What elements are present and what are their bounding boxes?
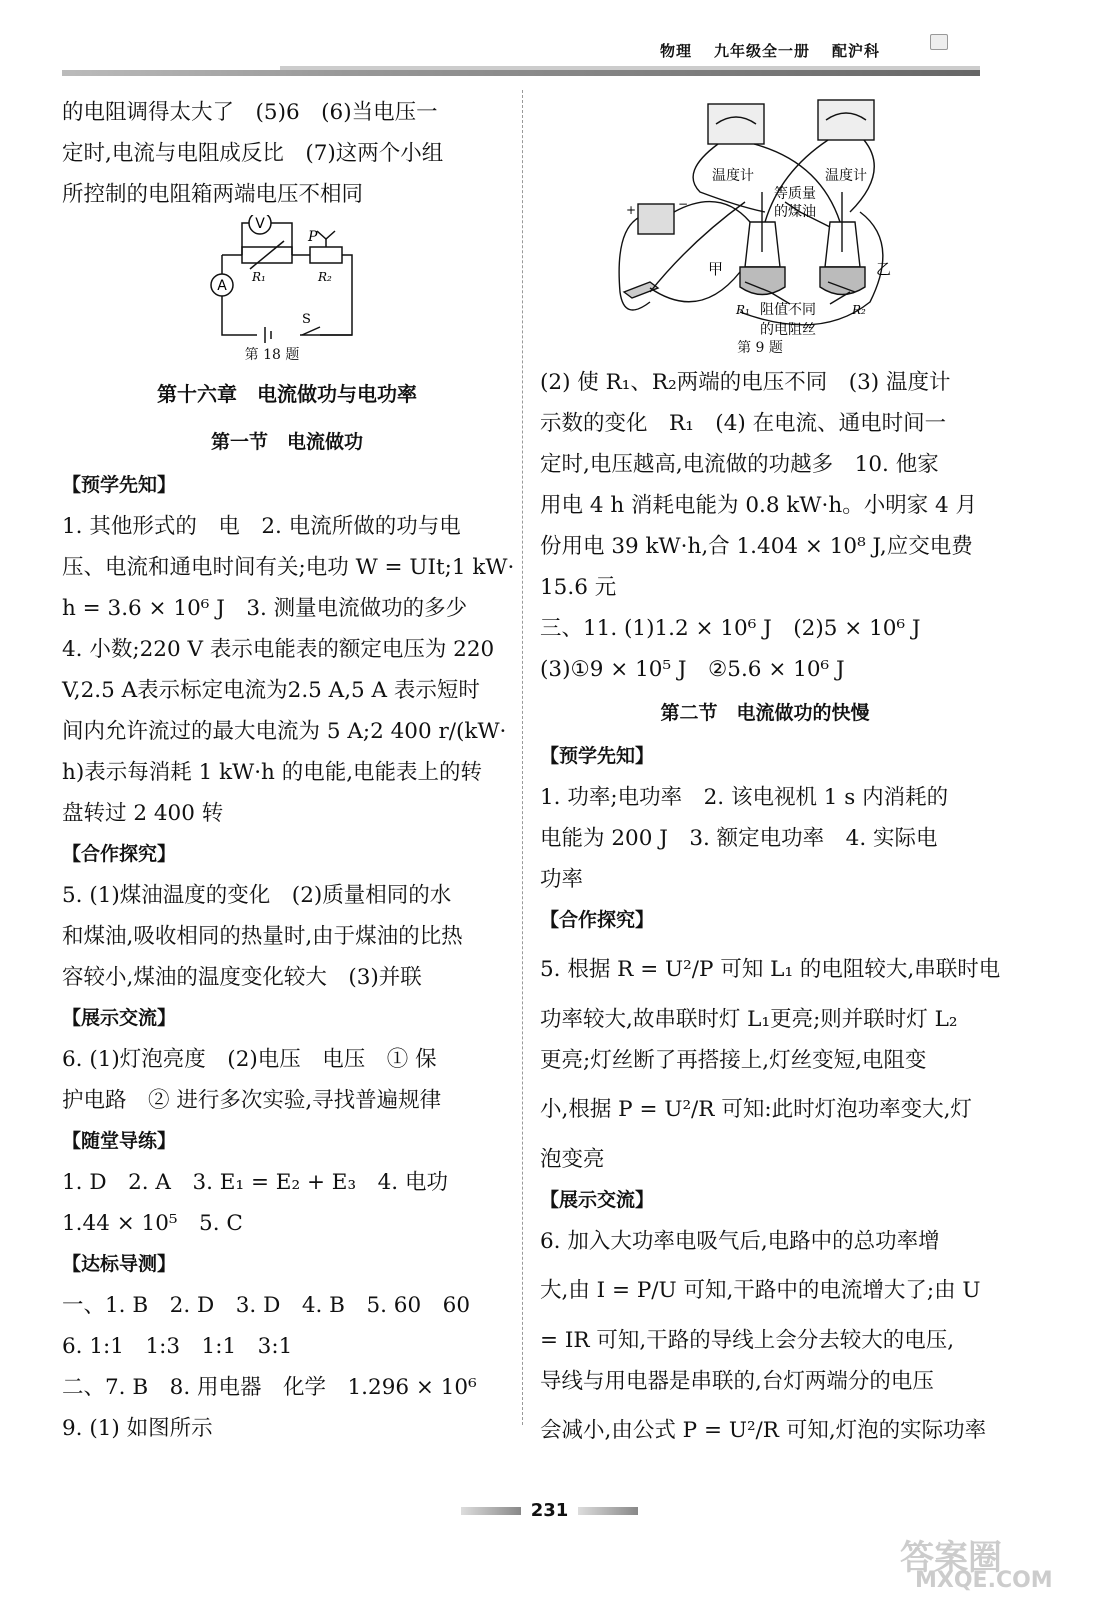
right-column: [540, 92, 1001, 1460]
switch-label: S: [302, 312, 311, 327]
text-line: 盘转过 2 400 转: [62, 801, 224, 826]
section-heading: 【展示交流】: [62, 1007, 177, 1029]
text-line: 1. D 2. A 3. E₁ = E₂ + E₃ 4. 电功: [62, 1170, 448, 1195]
chapter-title: 第十六章 电流做功与电功率: [157, 382, 417, 406]
text-line: 1.44 × 10⁵ 5. C: [62, 1211, 243, 1236]
text-line: 4. 小数;220 V 表示电能表的额定电压为 220: [62, 637, 495, 662]
page-footer: [0, 1500, 1099, 1521]
experiment-diagram-9: [540, 92, 980, 342]
text-line: 导线与用电器是串联的,台灯两端分的电压: [540, 1369, 934, 1394]
text-line: 示数的变化 R₁ (4) 在电流、通电时间一: [540, 411, 947, 436]
section-heading: 【合作探究】: [62, 843, 177, 865]
oil-label-2: 的煤油: [774, 204, 816, 220]
text-line: 的电阻调得太大了 (5)6 (6)当电压一: [62, 100, 438, 125]
text-line: 1. 功率;电功率 2. 该电视机 1 s 内消耗的: [540, 785, 949, 810]
section-heading: 【展示交流】: [540, 1189, 655, 1211]
voltmeter-label: V: [255, 216, 265, 232]
text-line: (2) 使 R₁、R₂两端的电压不同 (3) 温度计: [540, 370, 951, 395]
section-title: 第一节 电流做功: [210, 431, 363, 453]
battery-plus-label: +: [626, 203, 637, 217]
resistor-label-1: 阻值不同: [760, 302, 816, 318]
figure-18: [62, 215, 512, 365]
text-line: 所控制的电阻箱两端电压不相同: [62, 182, 364, 207]
watermark-logo: 答案圈: [900, 1538, 1002, 1578]
resistor-label-2: 的电阻丝: [760, 322, 816, 338]
text-line: 功率较大,故串联时灯 L₁更亮;则并联时灯 L₂: [540, 1007, 958, 1032]
flask-jia-label: 甲: [708, 260, 724, 278]
header-edition: 配沪科: [832, 42, 881, 60]
text-line: 护电路 ② 进行多次实验,寻找普遍规律: [62, 1088, 442, 1113]
page-number: 231: [530, 1500, 569, 1521]
header-rule: [62, 70, 980, 76]
text-line: 定时,电压越高,电流做的功越多 10. 他家: [540, 452, 939, 477]
figure-9: [540, 92, 990, 362]
text-line: 9. (1) 如图所示: [62, 1416, 213, 1441]
text-line: 三、11. (1)1.2 × 10⁶ J (2)5 × 10⁶ J: [540, 616, 921, 641]
text-line: V,2.5 A表示标定电流为2.5 A,5 A 表示短时: [62, 678, 480, 703]
text-line: 压、电流和通电时间有关;电功 W = UIt;1 kW·: [62, 555, 515, 580]
text-line: 二、7. B 8. 用电器 化学 1.296 × 10⁶: [62, 1375, 477, 1400]
text-line: (3)①9 × 10⁵ J ②5.6 × 10⁶ J: [540, 657, 845, 682]
ammeter-label: A: [217, 278, 227, 294]
thermometer-label-right: 温度计: [825, 168, 867, 184]
footer-bar-left: [461, 1507, 521, 1515]
column-divider: [522, 90, 523, 1425]
oil-label-1: 等质量: [774, 186, 816, 202]
flask-yi-label: 乙: [876, 260, 892, 278]
footer-bar-right: [578, 1507, 638, 1515]
section-heading: 【达标导测】: [62, 1253, 177, 1275]
text-line: h)表示每消耗 1 kW·h 的电能,电能表上的转: [62, 760, 483, 785]
figure-caption: 第 18 题: [244, 347, 300, 363]
text-line: 5. 根据 R = U²/P 可知 L₁ 的电阻较大,串联时电: [540, 957, 1001, 982]
text-line: 6. 加入大功率电吸气后,电路中的总功率增: [540, 1229, 940, 1254]
text-line: 间内允许流过的最大电流为 5 A;2 400 r/(kW·: [62, 719, 507, 744]
text-line: 泡变亮: [540, 1147, 605, 1172]
text-line: h = 3.6 × 10⁶ J 3. 测量电流做功的多少: [62, 596, 468, 621]
header-grade: 九年级全一册: [714, 42, 811, 60]
slider-label: P: [308, 229, 318, 245]
text-line: 电能为 200 J 3. 额定电功率 4. 实际电: [540, 826, 938, 851]
r1-label: R₁: [252, 270, 266, 284]
section-heading: 【预学先知】: [540, 745, 655, 767]
text-line: 份用电 39 kW·h,合 1.404 × 10⁸ J,应交电费: [540, 534, 973, 559]
running-header: [660, 40, 902, 61]
section-heading: 【随堂导练】: [62, 1130, 177, 1152]
r2-label: R₂: [318, 270, 332, 284]
header-subject: 物理: [660, 42, 693, 60]
text-line: 6. 1:1 1:3 1:1 3:1: [62, 1334, 293, 1359]
text-line: 功率: [540, 867, 584, 892]
r2-label: R₂: [852, 303, 866, 317]
book-icon: [930, 34, 948, 50]
text-line: 和煤油,吸收相同的热量时,由于煤油的比热: [62, 924, 463, 949]
watermark-url: MXQE.COM: [915, 1568, 1053, 1593]
text-line: 6. (1)灯泡亮度 (2)电压 电压 ① 保: [62, 1047, 437, 1072]
text-line: 5. (1)煤油温度的变化 (2)质量相同的水: [62, 883, 452, 908]
thermometer-label-left: 温度计: [712, 168, 754, 184]
text-line: = IR 可知,干路的导线上会分去较大的电压,: [540, 1328, 955, 1353]
text-line: 容较小,煤油的温度变化较大 (3)并联: [62, 965, 422, 990]
left-column: [62, 92, 515, 1449]
text-line: 大,由 I = P/U 可知,干路中的电流增大了;由 U: [540, 1278, 981, 1303]
battery-minus-label: −: [678, 197, 689, 211]
circuit-diagram-18: [62, 215, 512, 345]
text-line: 小,根据 P = U²/R 可知:此时灯泡功率变大,灯: [540, 1097, 972, 1122]
text-line: 定时,电流与电阻成反比 (7)这两个小组: [62, 141, 444, 166]
text-line: 15.6 元: [540, 575, 617, 600]
section-heading: 【合作探究】: [540, 909, 655, 931]
text-line: 1. 其他形式的 电 2. 电流所做的功与电: [62, 514, 461, 539]
text-line: 一、1. B 2. D 3. D 4. B 5. 60 60: [62, 1293, 471, 1318]
r1-label: R₁: [736, 303, 750, 317]
figure-caption: 第 9 题: [737, 340, 783, 356]
text-line: 更亮;灯丝断了再搭接上,灯丝变短,电阻变: [540, 1048, 927, 1073]
section-title: 第二节 电流做功的快慢: [660, 702, 870, 724]
text-line: 会减小,由公式 P = U²/R 可知,灯泡的实际功率: [540, 1418, 987, 1443]
section-heading: 【预学先知】: [62, 474, 177, 496]
text-line: 用电 4 h 消耗电能为 0.8 kW·h。小明家 4 月: [540, 493, 978, 518]
